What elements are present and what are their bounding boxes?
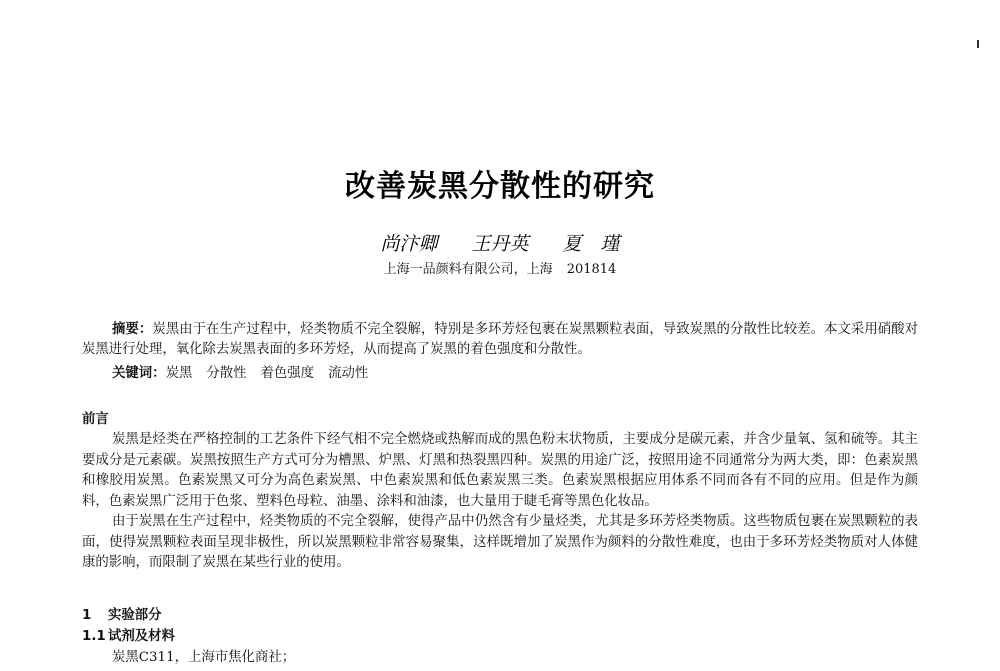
keywords-label: 关键词： <box>112 366 166 381</box>
paper-title: 改善炭黑分散性的研究 <box>345 169 655 204</box>
keyword: 分散性 <box>206 366 247 381</box>
section-title: 试剂及材料 <box>108 629 175 644</box>
abstract <box>82 320 918 360</box>
section-title: 实验部分 <box>108 608 162 623</box>
keyword: 炭黑 <box>165 366 193 381</box>
abstract-text: 炭黑由于在生产过程中，烃类物质不完全裂解，特别是多环芳烃包裹在炭黑颗粒表面，导致炭黑的分散性比较差。本文采用硝酸对炭黑进行处理，氧化除去炭黑表面的多环芳烃，从而提高了炭黑的着色强度和分散性。 <box>82 322 919 357</box>
keyword: 着色强度 <box>260 366 315 381</box>
intro-heading-text: 前言 <box>82 412 109 427</box>
intro-heading <box>82 410 109 430</box>
intro-paragraph: 炭黑是烃类在严格控制的工艺条件下经气相不完全燃烧或热解而成的黑色粉末状物质，主要成分是碳元素，并含少量氧、氢和硫等。其主要成分是元素碳。炭黑按照生产方式可分为槽黑、炉黑、灯黑和热裂黑四种。炭黑的用途广泛，按照用途不同通常分为两大类，即：色素炭黑和橡胶用炭黑。色素炭黑又可分为高色素炭黑、中色素炭黑和低色素炭黑三类。色素炭黑根据应用体系不同而各有不同的应用。但是作为颜料，色素炭黑广泛用于色浆、塑料色母粒、油墨、涂料和油漆，也大量用于睫毛膏等黑色化妆品。 <box>82 432 918 509</box>
materials-list <box>112 648 295 668</box>
section-number: 1.1 <box>82 629 106 644</box>
section-1-heading <box>82 606 162 626</box>
section-1-1-heading <box>82 627 175 647</box>
author-name: 夏 瑾 <box>562 233 620 255</box>
material-item: 炭黑C311，上海市焦化商社； <box>112 650 296 665</box>
author-list <box>0 229 1000 256</box>
abstract-label: 摘要： <box>112 322 153 337</box>
intro-paragraph: 由于炭黑在生产过程中，烃类物质的不完全裂解，使得产品中仍然含有少量烃类，尤其是多环芳烃类物质。这些物质包裹在炭黑颗粒的表面，使得炭黑颗粒表面呈现非极性，所以炭黑颗粒非常容易聚集，这样既增加了炭黑作为颜料的分散性难度，也由于多环芳烃类物质对人体健康的影响，而限制了炭黑在某些行业的使用。 <box>82 514 918 570</box>
keyword: 流动性 <box>328 366 369 381</box>
section-number: 1 <box>82 608 92 623</box>
intro-body <box>82 430 918 574</box>
keywords <box>112 364 382 384</box>
author-name: 尚汴卿 <box>380 233 438 255</box>
affiliation-org: 上海一品颜料有限公司，上海 <box>383 262 553 277</box>
scan-edge-mark <box>977 40 979 48</box>
affiliation <box>0 258 1000 277</box>
affiliation-postcode: 201814 <box>566 262 617 277</box>
author-name: 王丹英 <box>471 233 529 255</box>
